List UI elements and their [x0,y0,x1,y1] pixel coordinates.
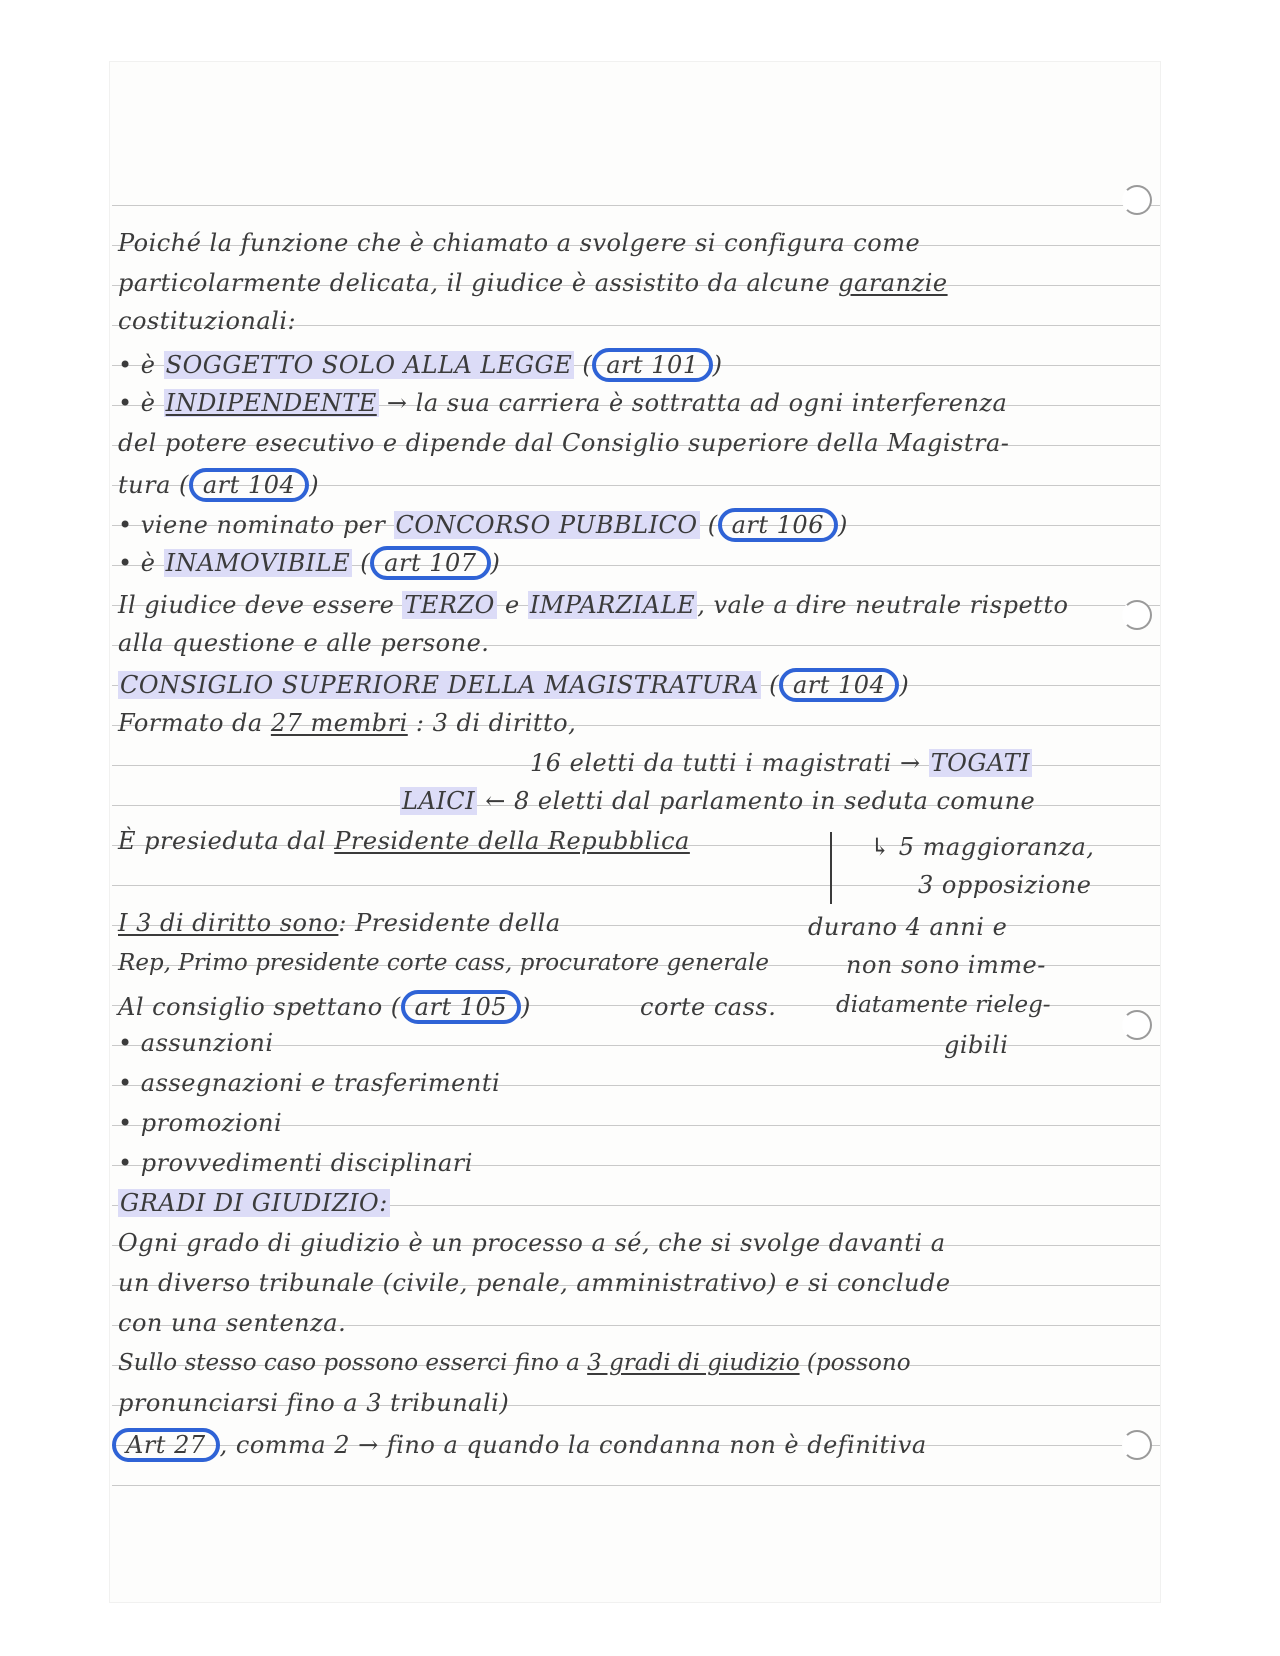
binder-hole [1122,1010,1152,1040]
note-line: del potere esecutivo e dipende dal Consiglio superiore della Magistra- [118,429,1010,457]
note-text: ( [699,511,718,539]
note-line [530,748,1032,778]
section-heading: GRADI DI GIUDIZIO: [120,1189,388,1217]
highlighted-text: TOGATI [930,749,1031,777]
note-text: ( [574,351,593,379]
binder-hole [1122,1430,1152,1460]
note-text: ) [837,511,848,539]
note-line: ↳ 5 maggioranza, [870,833,1095,861]
note-line: • provvedimenti disciplinari [118,1149,473,1177]
note-text: ) [712,351,723,379]
note-text: ← 8 eletti dal parlamento in seduta comune [477,787,1036,815]
note-line: diatamente rieleg- [836,992,1051,1018]
note-line: Rep, Primo presidente corte cass, procuratore generale [118,950,769,976]
note-text: ( [760,671,779,699]
note-text: , vale a dire neutrale rispetto [697,591,1069,619]
note-line: alla questione e alle persone. [118,629,490,657]
note-text: Al consiglio spettano ( [118,993,401,1021]
article-circle: art 107 [370,546,490,580]
note-line: un diverso tribunale (civile, penale, amministrativo) e si conclude [118,1269,951,1297]
underlined-text: 3 gradi di giudizio [587,1350,800,1376]
underlined-text: Presidente della Repubblica [334,827,690,855]
note-line [118,1348,911,1378]
article-circle: art 104 [779,668,899,702]
note-line [118,990,531,1024]
highlighted-text: IMPARZIALE [529,591,696,619]
article-circle: art 104 [189,468,309,502]
note-text: È presieduta dal [118,827,335,855]
highlighted-text: CONCORSO PUBBLICO [395,511,698,539]
note-text: : Presidente della [338,909,561,937]
note-text: • è [118,351,164,379]
note-line: 3 opposizione [918,871,1092,899]
binder-hole [1122,600,1152,630]
note-text: • viene nominato per [118,511,394,539]
binder-hole [1122,185,1152,215]
note-line [118,908,561,938]
note-text: → la sua carriera è sottratta ad ogni interferenza [378,389,1008,417]
note-line: pronunciarsi fino a 3 tribunali) [118,1389,510,1417]
highlighted-text: LAICI [402,787,476,815]
highlighted-text: SOGGETTO SOLO ALLA LEGGE [165,351,573,379]
note-text: ( [352,549,371,577]
note-text: Il giudice deve essere [118,591,403,619]
note-text: : 3 di diritto, [407,709,577,737]
note-line: • assegnazioni e trasferimenti [118,1069,501,1097]
note-line: • assunzioni [118,1029,274,1057]
note-text: tura ( [118,471,189,499]
note-text: Formato da [118,709,271,737]
note-line: durano 4 anni e [808,913,1008,941]
note-text: ) [899,671,910,699]
article-circle: art 106 [718,508,838,542]
note-line [118,546,500,580]
note-line [118,508,848,542]
note-line [118,268,948,298]
note-text: ) [490,549,501,577]
note-text: ) [521,993,531,1021]
note-line: costituzionali: [118,307,297,335]
highlighted-text: INDIPENDENTE [165,389,377,417]
note-text: particolarmente delicata, il giudice è assistito da alcune [118,269,839,297]
note-text: 16 eletti da tutti i magistrati → [530,749,929,777]
note-line: non sono imme- [846,951,1046,979]
note-line: corte cass. [640,993,777,1021]
highlighted-text: TERZO [404,591,495,619]
note-text: ) [309,471,320,499]
note-line: Ogni grado di giudizio è un processo a sé, che si svolge davanti a [118,1229,946,1257]
article-circle: art 105 [401,990,521,1024]
note-line: • promozioni [118,1109,283,1137]
note-text: e [496,591,528,619]
section-heading: CONSIGLIO SUPERIORE DELLA MAGISTRATURA [120,671,759,699]
note-line [112,1428,927,1462]
note-line [118,590,1068,620]
underlined-text: garanzie [838,269,948,297]
note-text: Sullo stesso caso possono esserci fino a [118,1350,588,1376]
note-text: (possono [799,1350,911,1376]
note-line [118,708,576,738]
note-text: • è [118,549,164,577]
note-line: Poiché la funzione che è chiamato a svolgere si configura come [118,229,921,257]
underlined-text: I 3 di diritto sono [118,909,339,937]
arrow-down-line [830,832,832,904]
note-line [118,1188,390,1218]
note-line [400,786,1035,816]
note-line: con una sentenza. [118,1309,347,1337]
note-line [118,388,1007,418]
highlighted-text: INAMOVIBILE [165,549,351,577]
note-line: gibili [944,1031,1009,1059]
ruled-line [112,205,1160,206]
note-line [118,468,319,502]
article-circle: Art 27 [112,1428,220,1462]
note-line [118,826,690,856]
underlined-text: 27 membri [270,709,408,737]
article-circle: art 101 [592,348,712,382]
note-text: • è [118,389,164,417]
note-line [118,668,909,702]
note-text: , comma 2 → fino a quando la condanna non è definitiva [219,1431,927,1459]
ruled-line [112,1485,1160,1486]
note-line [118,348,722,382]
